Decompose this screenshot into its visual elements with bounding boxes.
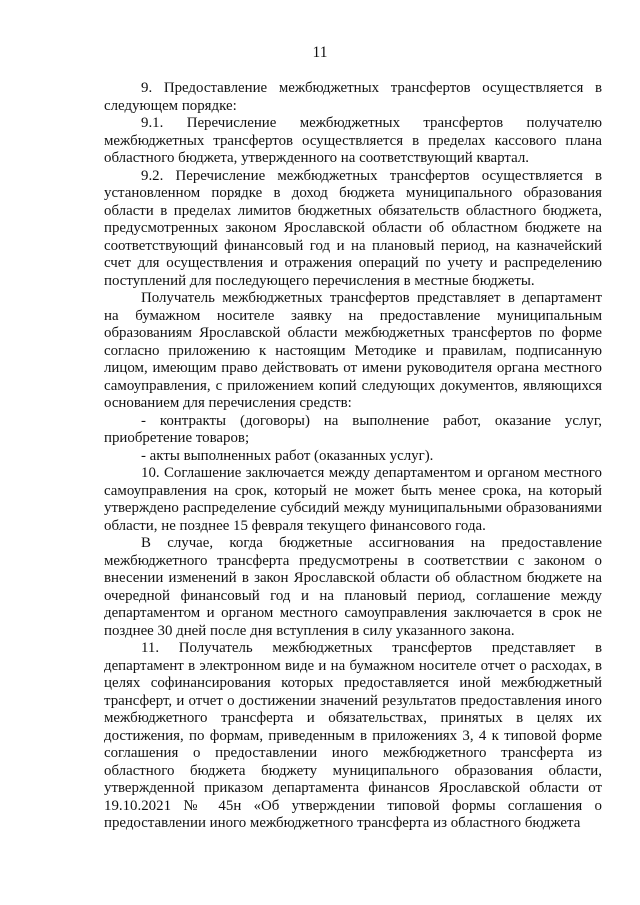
paragraph-10: 10. Соглашение заключается между департаментом и органом местного самоуправления на срок, который не может быть менее срока, на который утверждено распределение субсидий между муниципальными образованиями области, не позднее 15 февраля текущего финансового года. bbox=[104, 465, 602, 534]
paragraph-9-2: 9.2. Перечисление межбюджетных трансфертов осуществляется в установленном порядке в доход бюджета муниципального образования области в пределах лимитов бюджетных обязательств областного бюджета, предусмотренных законом Ярославской области об областном бюджете на соответствующий финансовый год и на плановый период, на казначейский счет для осуществления и отражения операций по учету и распределению поступлений для последующего перечисления в местные бюджеты. bbox=[104, 167, 602, 289]
list-item-acts: - акты выполненных работ (оказанных услуг). bbox=[141, 447, 434, 464]
page-number: 11 bbox=[312, 44, 328, 61]
paragraph-10-case: В случае, когда бюджетные ассигнования на предоставление межбюджетного трансферта предусмотрены в соответствии с законом о внесении изменений в закон Ярославской области об областном бюджете на очередной финансовый год и на плановый период, соглашение между департаментом и органом местного самоуправления заключается в срок не позднее 30 дней после дня вступления в силу указанного закона. bbox=[104, 535, 602, 639]
paragraph-9-1: 9.1. Перечисление межбюджетных трансфертов получателю межбюджетных трансфертов осуществляется в пределах кассового плана областного бюджета, утвержденного на соответствующий квартал. bbox=[104, 115, 602, 166]
paragraph-11: 11. Получатель межбюджетных трансфертов представляет в департамент в электронном виде и на бумажном носителе отчет о расходах, в целях софинансирования которых предоставляется иной межбюджетный трансферт, и отчет о достижении значений результатов предоставления иного межбюджетного трансферта и обязательствах, принятых в целях их достижения, по формам, приведенным в приложениях 3, 4 к типовой форме соглашения о предоставлении иного межбюджетного трансферта из областного бюджета бюджету муниципального образования области, утвержденной приказом департамента финансов Ярославской области от 19.10.2021 № 45н «Об утверждении типовой формы соглашения о предоставлении иного межбюджетного трансферта из областного бюджета bbox=[104, 640, 602, 831]
list-item-contracts: - контракты (договоры) на выполнение работ, оказание услуг, приобретение товаров; bbox=[104, 412, 602, 446]
paragraph-application: Получатель межбюджетных трансфертов представляет в департамент на бумажном носителе заявку на предоставление муниципальным образованиям Ярославской области межбюджетных трансфертов по форме согласно приложению к настоящим Методике и правилам, подписанную лицом, имеющим право действовать от имени руководителя органа местного самоуправления, с приложением копий следующих документов, являющихся основанием для перечисления средств: bbox=[104, 290, 602, 411]
document-body bbox=[104, 80, 602, 833]
paragraph-9: 9. Предоставление межбюджетных трансфертов осуществляется в следующем порядке: bbox=[104, 80, 602, 114]
